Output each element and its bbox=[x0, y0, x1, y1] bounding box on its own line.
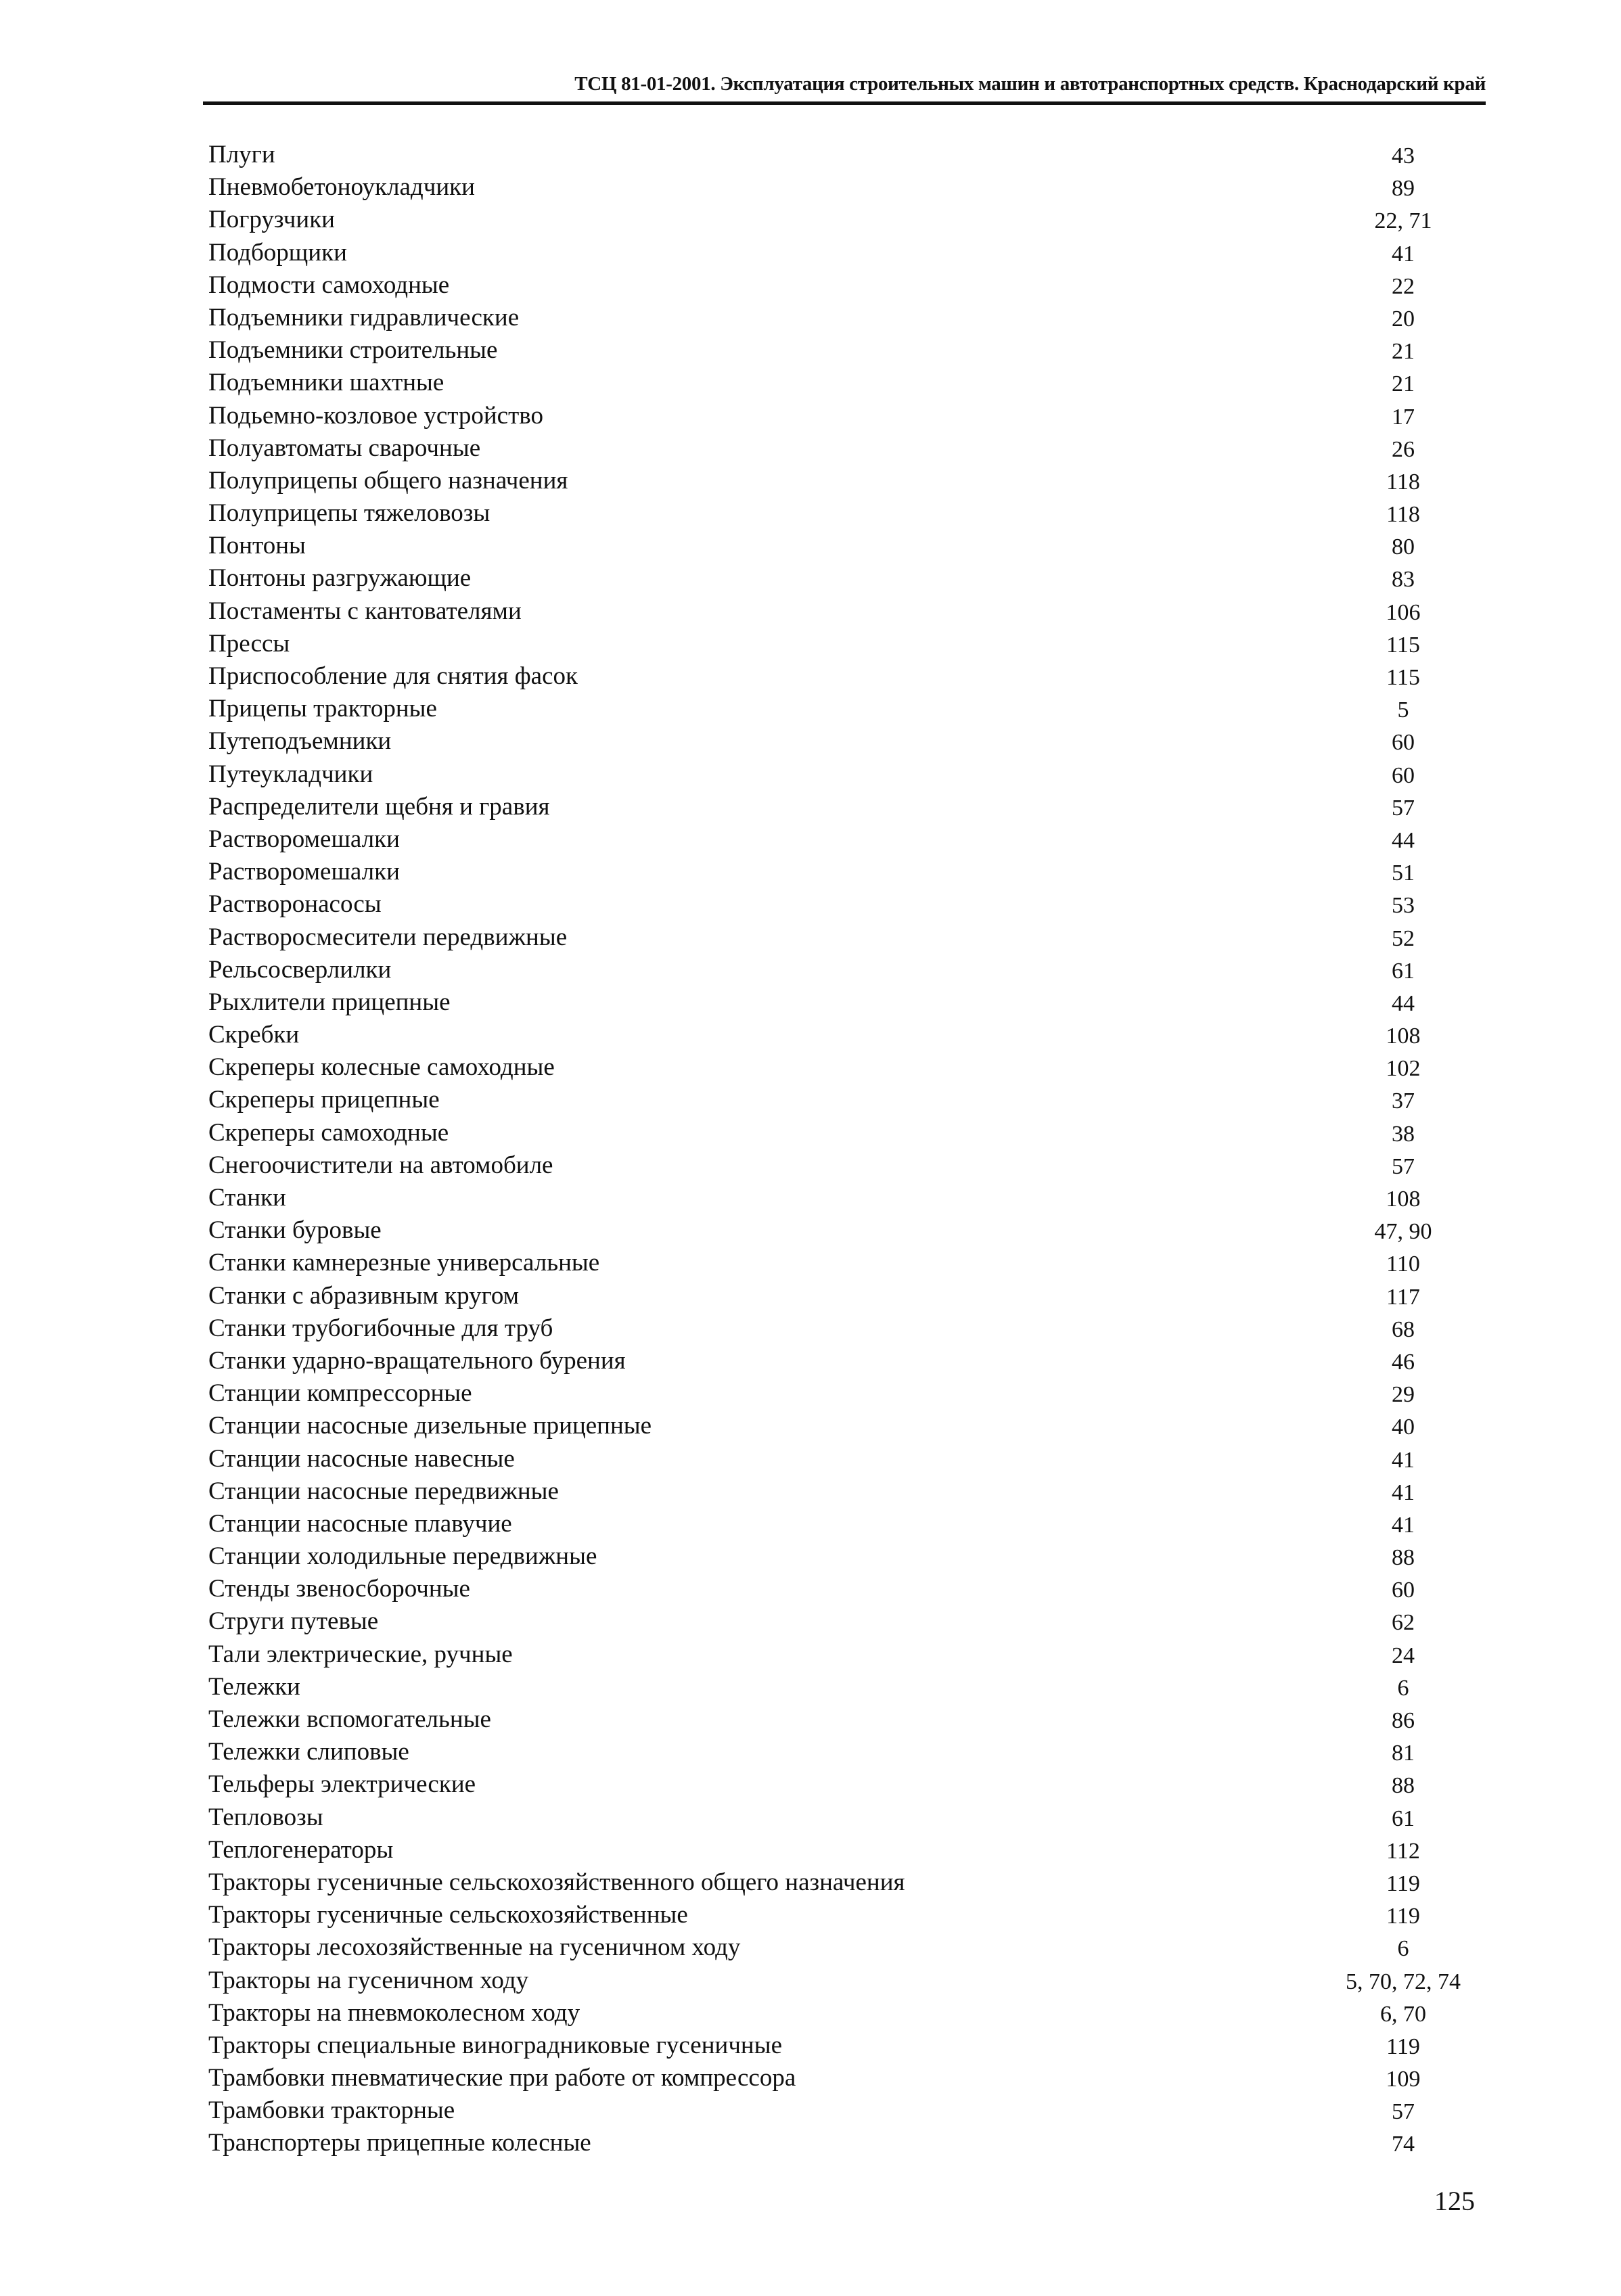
index-term: Скребки bbox=[208, 1021, 300, 1049]
index-term: Тележки bbox=[208, 1672, 300, 1701]
index-term: Подборщики bbox=[208, 238, 347, 267]
index-page-refs: 109 bbox=[1386, 2067, 1421, 2092]
index-page-refs: 37 bbox=[1392, 1088, 1415, 1114]
index-entry bbox=[208, 497, 1482, 530]
index-term: Плуги bbox=[208, 141, 275, 168]
index-page-refs: 88 bbox=[1392, 1773, 1415, 1799]
index-entry bbox=[208, 1117, 1482, 1149]
index-entry bbox=[208, 823, 1482, 856]
index-page-refs: 119 bbox=[1386, 1904, 1420, 1929]
index-term: Подъемники строительные bbox=[208, 336, 498, 365]
index-term: Струги путевые bbox=[208, 1607, 379, 1636]
index-entry bbox=[208, 986, 1482, 1019]
header-divider bbox=[203, 101, 1486, 105]
index-entry bbox=[208, 2062, 1482, 2094]
index-entry bbox=[208, 1214, 1482, 1247]
index-term: Рельсосверлилки bbox=[208, 955, 392, 984]
index-entry bbox=[208, 1312, 1482, 1345]
index-entry bbox=[208, 1345, 1482, 1377]
index-page-refs: 108 bbox=[1386, 1187, 1421, 1212]
index-term: Станки камнерезные универсальные bbox=[208, 1249, 600, 1277]
index-term: Прессы bbox=[208, 629, 290, 658]
index-page-refs: 62 bbox=[1392, 1610, 1415, 1636]
index-entry bbox=[208, 237, 1482, 269]
index-term: Растворосмесители передвижные bbox=[208, 923, 568, 951]
index-page-refs: 119 bbox=[1386, 1870, 1420, 1896]
index-entry bbox=[208, 171, 1482, 204]
index-page-refs: 88 bbox=[1392, 1545, 1415, 1571]
index-term: Скреперы прицепные bbox=[208, 1086, 440, 1114]
index-term: Подмости самоходные bbox=[208, 271, 450, 299]
index-term: Трамбовки тракторные bbox=[208, 2096, 455, 2125]
index-term: Подъемники шахтные bbox=[208, 369, 444, 397]
index-term: Снегоочистители на автомобиле bbox=[208, 1151, 553, 1179]
index-page-refs: 74 bbox=[1392, 2132, 1415, 2157]
index-entry bbox=[208, 1475, 1482, 1508]
index-entry bbox=[208, 562, 1482, 595]
index-term: Пневмобетоноукладчики bbox=[208, 173, 475, 202]
index-entry bbox=[208, 139, 1482, 171]
index-page-refs: 41 bbox=[1392, 1479, 1415, 1505]
index-page-refs: 24 bbox=[1392, 1643, 1415, 1668]
index-entry bbox=[208, 2029, 1482, 2062]
index-entry bbox=[208, 888, 1482, 921]
index-entry bbox=[208, 432, 1482, 465]
index-page-refs: 61 bbox=[1392, 958, 1415, 984]
index-entry bbox=[208, 595, 1482, 628]
index-term: Тракторы специальные виноградниковые гусеничные bbox=[208, 2031, 783, 2059]
index-term: Транспортеры прицепные колесные bbox=[208, 2129, 591, 2157]
index-entry bbox=[208, 400, 1482, 432]
index-entry bbox=[208, 1997, 1482, 2029]
index-page-refs: 17 bbox=[1392, 404, 1415, 430]
index-term: Станции насосные передвижные bbox=[208, 1477, 559, 1505]
index-page-refs: 6 bbox=[1397, 1936, 1409, 1962]
index-term: Стенды звеносборочные bbox=[208, 1575, 470, 1603]
index-page-refs: 43 bbox=[1392, 143, 1415, 168]
index-entry bbox=[208, 2094, 1482, 2127]
index-term: Скреперы самоходные bbox=[208, 1118, 449, 1147]
index-term: Растворомешалки bbox=[208, 825, 400, 853]
index-term: Тепловозы bbox=[208, 1803, 323, 1831]
index-term: Растворонасосы bbox=[208, 890, 382, 919]
index-page-refs: 61 bbox=[1392, 1806, 1415, 1831]
index-term: Полуприцепы общего назначения bbox=[208, 466, 568, 495]
index-term: Теплогенераторы bbox=[208, 1835, 394, 1864]
index-page-refs: 83 bbox=[1392, 567, 1415, 593]
index-page-refs: 6, 70 bbox=[1380, 2001, 1426, 2027]
index-term: Постаменты с кантователями bbox=[208, 597, 522, 625]
index-entry bbox=[208, 1540, 1482, 1573]
index-page-refs: 29 bbox=[1392, 1382, 1415, 1408]
index-page-refs: 44 bbox=[1392, 990, 1415, 1016]
index-page-refs: 22, 71 bbox=[1374, 208, 1432, 234]
index-page-refs: 21 bbox=[1392, 371, 1415, 397]
index-term: Рыхлители прицепные bbox=[208, 988, 451, 1016]
index-page-refs: 5 bbox=[1397, 697, 1409, 723]
index-entry bbox=[208, 693, 1482, 725]
index-term: Трамбовки пневматические при работе от компрессора bbox=[208, 2064, 796, 2092]
index-page-refs: 38 bbox=[1392, 1121, 1415, 1147]
index-entry bbox=[208, 204, 1482, 236]
index-entry bbox=[208, 660, 1482, 693]
index-page-refs: 68 bbox=[1392, 1316, 1415, 1342]
index-entry bbox=[208, 1736, 1482, 1768]
index-page-refs: 60 bbox=[1392, 730, 1415, 756]
index-entry bbox=[208, 1671, 1482, 1703]
index-entry bbox=[208, 791, 1482, 823]
index-entry bbox=[208, 628, 1482, 660]
index-page-refs: 115 bbox=[1386, 632, 1420, 658]
index-page-refs: 115 bbox=[1386, 665, 1420, 690]
index-term: Тракторы на гусеничном ходу bbox=[208, 1966, 529, 1994]
index-entry bbox=[208, 1931, 1482, 1964]
index-page-refs: 6 bbox=[1397, 1675, 1409, 1701]
index-term: Прицепы тракторные bbox=[208, 695, 437, 723]
index-entry bbox=[208, 1280, 1482, 1312]
index-page-refs: 110 bbox=[1386, 1252, 1420, 1277]
index-entry bbox=[208, 1801, 1482, 1834]
index-term: Станции холодильные передвижные bbox=[208, 1542, 597, 1571]
index-term: Станки буровые bbox=[208, 1216, 382, 1245]
index-term: Понтоны разгружающие bbox=[208, 564, 472, 593]
index-page-refs: 46 bbox=[1392, 1349, 1415, 1375]
index-page-refs: 47, 90 bbox=[1374, 1219, 1432, 1245]
index-entry bbox=[208, 1605, 1482, 1638]
index-entry bbox=[208, 465, 1482, 497]
index-entry bbox=[208, 1768, 1482, 1801]
index-entry bbox=[208, 302, 1482, 334]
index-page-refs: 53 bbox=[1392, 893, 1415, 919]
index-term: Станции насосные дизельные прицепные bbox=[208, 1412, 652, 1440]
index-term: Тракторы гусеничные сельскохозяйственного общего назначения bbox=[208, 1868, 905, 1896]
index-term: Станции насосные плавучие bbox=[208, 1509, 512, 1538]
index-term: Станки ударно-вращательного бурения bbox=[208, 1346, 626, 1375]
index-page-refs: 118 bbox=[1386, 502, 1420, 528]
index-page-refs: 22 bbox=[1392, 273, 1415, 299]
index-term: Подьемно-козловое устройство bbox=[208, 401, 543, 430]
index-page-refs: 119 bbox=[1386, 2034, 1420, 2059]
index-entry bbox=[208, 367, 1482, 399]
index-page-refs: 21 bbox=[1392, 339, 1415, 365]
index-term: Растворомешалки bbox=[208, 858, 400, 886]
index-entry bbox=[208, 1443, 1482, 1475]
index-entry bbox=[208, 2127, 1482, 2159]
index-page-refs: 41 bbox=[1392, 241, 1415, 267]
index-entry bbox=[208, 758, 1482, 791]
index-term: Тельферы электрические bbox=[208, 1770, 476, 1799]
index-term: Полуприцепы тяжеловозы bbox=[208, 499, 490, 528]
index-page-refs: 60 bbox=[1392, 1578, 1415, 1603]
index-entry bbox=[208, 1703, 1482, 1736]
index-page-refs: 81 bbox=[1392, 1741, 1415, 1766]
index-entry bbox=[208, 1638, 1482, 1671]
index-page-refs: 102 bbox=[1386, 1056, 1421, 1082]
index-page-refs: 57 bbox=[1392, 795, 1415, 821]
index-entry bbox=[208, 1051, 1482, 1084]
index-entry bbox=[208, 856, 1482, 888]
index-entry bbox=[208, 1247, 1482, 1279]
index-entry bbox=[208, 334, 1482, 367]
index-term: Станки bbox=[208, 1184, 286, 1212]
index-page-refs: 80 bbox=[1392, 534, 1415, 560]
index-entry bbox=[208, 1019, 1482, 1051]
index-entry bbox=[208, 1573, 1482, 1605]
index-term: Путеукладчики bbox=[208, 760, 373, 788]
index-page-refs: 51 bbox=[1392, 860, 1415, 886]
index-entry bbox=[208, 1149, 1482, 1182]
index-entry bbox=[208, 1965, 1482, 1997]
index-term: Станции компрессорные bbox=[208, 1379, 472, 1408]
index-page-refs: 108 bbox=[1386, 1024, 1421, 1049]
index-page-refs: 57 bbox=[1392, 2099, 1415, 2125]
index-page-refs: 44 bbox=[1392, 827, 1415, 853]
index-page-refs: 5, 70, 72, 74 bbox=[1346, 1969, 1461, 1994]
index-entry bbox=[208, 921, 1482, 954]
index-entry bbox=[208, 1084, 1482, 1116]
index-term: Тали электрические, ручные bbox=[208, 1640, 513, 1668]
index-page-refs: 106 bbox=[1386, 599, 1421, 625]
index-page-refs: 117 bbox=[1386, 1284, 1420, 1310]
index-entry bbox=[208, 725, 1482, 758]
index-entry bbox=[208, 1508, 1482, 1540]
index-term: Понтоны bbox=[208, 532, 306, 560]
index-page-refs: 60 bbox=[1392, 762, 1415, 788]
index-page-refs: 41 bbox=[1392, 1447, 1415, 1473]
index-term: Тележки вспомогательные bbox=[208, 1705, 491, 1733]
index-entry bbox=[208, 1834, 1482, 1866]
index-page-refs: 118 bbox=[1386, 469, 1420, 495]
index-entry bbox=[208, 954, 1482, 986]
index-entry bbox=[208, 1410, 1482, 1442]
index-term: Приспособление для снятия фасок bbox=[208, 662, 578, 690]
index-term: Станции насосные навесные bbox=[208, 1444, 515, 1473]
index-entry bbox=[208, 1866, 1482, 1899]
index-term: Скреперы колесные самоходные bbox=[208, 1053, 555, 1082]
index-term: Станки с абразивным кругом bbox=[208, 1281, 520, 1310]
index-term: Распределители щебня и гравия bbox=[208, 792, 550, 821]
index-term: Путеподъемники bbox=[208, 727, 392, 756]
index-page-refs: 41 bbox=[1392, 1512, 1415, 1538]
index-page-refs: 26 bbox=[1392, 436, 1415, 462]
index-term: Полуавтоматы сварочные bbox=[208, 434, 481, 462]
index-entry bbox=[208, 1377, 1482, 1410]
index-entry bbox=[208, 269, 1482, 302]
index-term: Подъемники гидравлические bbox=[208, 303, 520, 331]
index-page-refs: 89 bbox=[1392, 176, 1415, 202]
index-term: Станки трубогибочные для труб bbox=[208, 1314, 553, 1342]
index-page-refs: 112 bbox=[1386, 1838, 1420, 1864]
index-page-refs: 86 bbox=[1392, 1708, 1415, 1733]
index-term: Тележки слиповые bbox=[208, 1738, 409, 1766]
running-header: ТСЦ 81-01-2001. Эксплуатация строительных машин и автотранспортных средств. Краснодарский край bbox=[574, 73, 1486, 95]
index-term: Погрузчики bbox=[208, 206, 335, 234]
page-number: 125 bbox=[1434, 2186, 1475, 2216]
index-page-refs: 40 bbox=[1392, 1415, 1415, 1440]
index-entry bbox=[208, 530, 1482, 562]
index-entry bbox=[208, 1182, 1482, 1214]
index-entry bbox=[208, 1899, 1482, 1931]
index-page-refs: 20 bbox=[1392, 306, 1415, 331]
index-term: Тракторы на пневмоколесном ходу bbox=[208, 1998, 580, 2027]
index-term: Тракторы лесохозяйственные на гусеничном ходу bbox=[208, 1933, 741, 1962]
index-term: Тракторы гусеничные сельскохозяйственные bbox=[208, 1901, 688, 1929]
index-page-refs: 57 bbox=[1392, 1153, 1415, 1179]
subject-index-list bbox=[208, 139, 1482, 2160]
index-page-refs: 52 bbox=[1392, 925, 1415, 951]
